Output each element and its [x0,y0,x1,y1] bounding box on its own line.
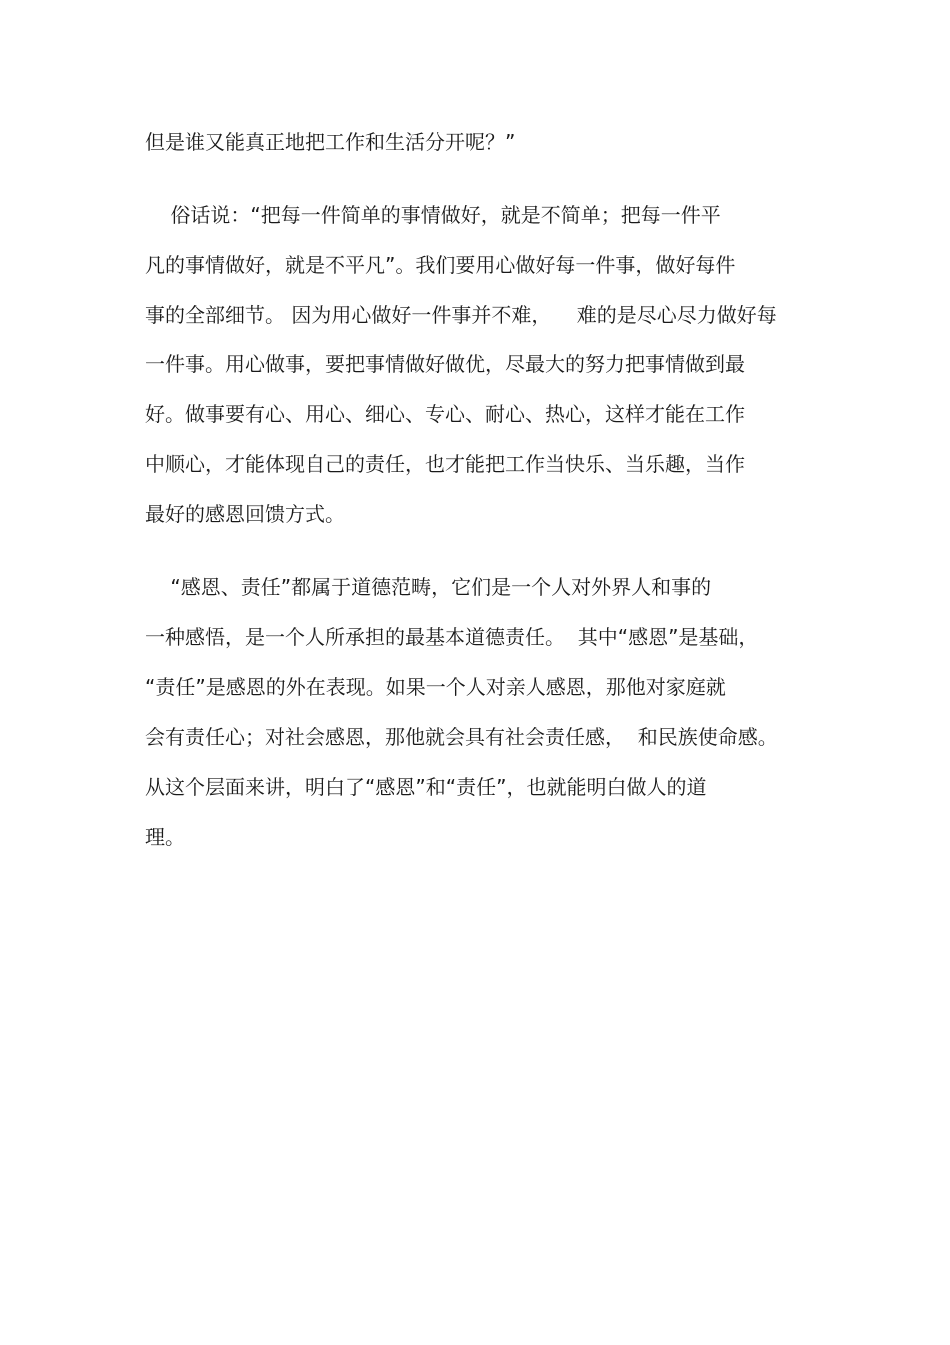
text-line-2: 俗话说：“把每一件简单的事情做好，就是不简单；把每一件平 [145,203,721,227]
text-line-12: 会有责任心；对社会感恩，那他就会具有社会责任感， 和民族使命感。 [145,725,778,749]
text-line-3: 凡的事情做好，就是不平凡”。我们要用心做好每一件事，做好每件 [145,253,736,277]
text-line-5: 一件事。用心做事，要把事情做好做优，尽最大的努力把事情做到最 [145,352,745,376]
text-line-8: 最好的感恩回馈方式。 [145,502,345,526]
text-line-11: “责任”是感恩的外在表现。如果一个人对亲人感恩，那他对家庭就 [145,675,726,699]
text-line-7: 中顺心，才能体现自己的责任，也才能把工作当快乐、当乐趣，当作 [145,452,745,476]
text-line-9: “感恩、责任”都属于道德范畴，它们是一个人对外界人和事的 [145,575,712,599]
text-line-14: 理。 [145,825,185,849]
text-line-10: 一种感悟，是一个人所承担的最基本道德责任。 其中“感恩”是基础， [145,625,759,649]
text-line-4: 事的全部细节。 因为用心做好一件事并不难， 难的是尽心尽力做好每 [145,303,777,327]
text-line-1: 但是谁又能真正地把工作和生活分开呢？” [145,130,516,154]
text-line-6: 好。做事要有心、用心、细心、专心、耐心、热心，这样才能在工作 [145,402,745,426]
text-line-13: 从这个层面来讲，明白了“感恩”和“责任”，也就能明白做人的道 [145,775,707,799]
